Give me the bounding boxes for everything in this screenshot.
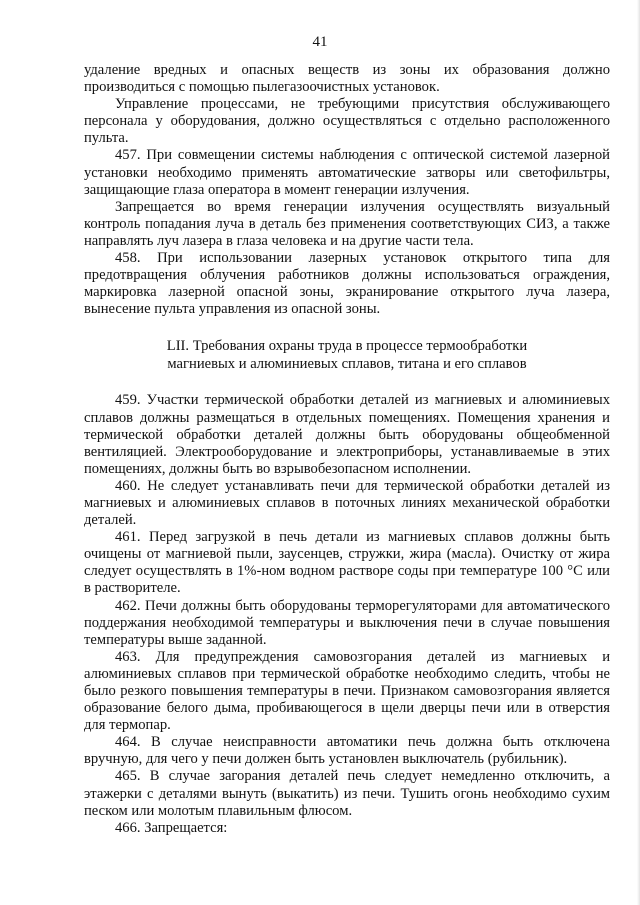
paragraph-458: 458. При использовании лазерных установок открытого типа для предотвращения облучения работников должны использоваться ограждения, маркировка лазерной опасной зоны, экранирование открытого луча лазера, вынесение пульта управления из опасной зоны. xyxy=(84,250,610,318)
paragraph-460: 460. Не следует устанавливать печи для термической обработки деталей из магниевых и алюминиевых сплавов в поточных линиях механической обработки деталей. xyxy=(84,477,610,529)
paragraph-459: 459. Участки термической обработки деталей из магниевых и алюминиевых сплавов должны размещаться в отдельных помещениях. Помещения хранения и термической обработки деталей должны быть оборудованы общеобменной вентиляцией. Электрооборудование и электроприборы, устанавливаемые в этих помещениях, должны быть во взрывобезопасном исполнении. xyxy=(84,392,610,477)
paragraph: Управление процессами, не требующими присутствия обслуживающего персонала у оборудования, должно осуществляться с отдельно расположенного пульта. xyxy=(84,96,610,147)
paragraph-465: 465. В случае загорания деталей печь следует немедленно отключить, а этажерки с деталями вынуть (выкатить) из печи. Тушить огонь необходимо сухим песком или молотым плавильным флюсом. xyxy=(84,768,610,819)
paragraph: Запрещается во время генерации излучения осуществлять визуальный контроль попадания луча в деталь без применения соответствующих СИЗ, а также направлять луч лазера в глаза человека и на другие части тела. xyxy=(84,198,610,249)
section-heading-line: LII. Требования охраны труда в процессе термообработки xyxy=(166,338,528,355)
paragraph-464: 464. В случае неисправности автоматики печь должна быть отключена вручную, для чего у печи должен быть установлен выключатель (рубильник). xyxy=(84,734,610,768)
section-heading xyxy=(84,337,610,373)
paragraph-462: 462. Печи должны быть оборудованы терморегуляторами для автоматического поддержания необходимой температуры и выключения печи в случае повышения температуры выше заданной. xyxy=(84,597,610,648)
paragraph-461: 461. Перед загрузкой в печь детали из магниевых сплавов должны быть очищены от магниевой пыли, заусенцев, стружки, жира (масла). Очистку от жира следует осуществлять в 1%-ном водном растворе соды при температуре 100 °С или в растворителе. xyxy=(84,529,610,597)
section-heading-line: магниевых и алюминиевых сплавов, титана и его сплавов xyxy=(167,356,527,373)
paragraph-463: 463. Для предупреждения самовозгорания деталей из магниевых и алюминиевых сплавов при термической обработке необходимо следить, чтобы не было резкого повышения температуры в печи. Признаком самовозгорания является образование белого дыма, пробивающегося в щели дверцы печи или в отверстия для термопар. xyxy=(84,648,610,734)
page-number: 41 xyxy=(312,34,328,50)
page-content xyxy=(84,62,610,837)
paragraph-466: 466. Запрещается: xyxy=(115,819,228,836)
paragraph-457: 457. При совмещении системы наблюдения с оптической системой лазерной установки необходимо применять автоматические затворы или светофильтры, защищающие глаза оператора в момент генерации излучения. xyxy=(84,147,610,198)
paragraph-continuation: удаление вредных и опасных веществ из зоны их образования должно производиться с помощью пылегазоочистных установок. xyxy=(84,62,610,96)
